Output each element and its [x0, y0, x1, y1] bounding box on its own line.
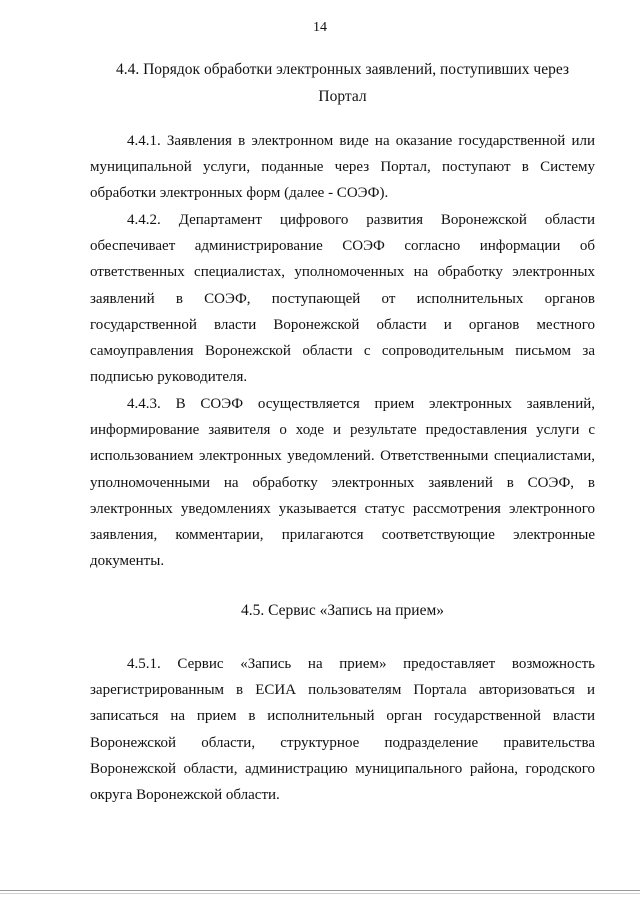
section-heading-4-4: 4.4. Порядок обработки электронных заявлений, поступивших через Портал — [115, 61, 570, 105]
paragraph-4-5-1: 4.5.1. Сервис «Запись на прием» предоставляет возможность зарегистрированным в ЕСИА пользователям Портала авторизоваться и записаться на прием в исполнительный орган государственной власти Воронежской области, структурное подразделение правительства Воронежской области, администрацию муниципального района, городского округа Воронежской области. — [90, 656, 595, 804]
paragraph-4-4-1: 4.4.1. Заявления в электронном виде на оказание государственной или муниципальной услуги, поданные через Портал, поступают в Систему обработки электронных форм (далее - СОЭФ). — [90, 133, 595, 202]
scan-edge-shadow — [0, 893, 640, 894]
section-heading-4-5: 4.5. Сервис «Запись на прием» — [240, 602, 445, 619]
paragraph-4-4-2: 4.4.2. Департамент цифрового развития Воронежской области обеспечивает администрирование СОЭФ согласно информации об ответственных специалистах, уполномоченных на обработку электронных заявлений в СОЭФ, поступающей от исполнительных органов государственной власти Воронежской области и органов местного самоуправления Воронежской области с сопроводительным письмом за подписью руководителя. — [90, 212, 595, 386]
paragraph-4-4-3: 4.4.3. В СОЭФ осуществляется прием электронных заявлений, информирование заявителя о ходе и результате предоставления услуги с использованием электронных уведомлений. Ответственными специалистами, уполномоченными на обработку электронных заявлений в СОЭФ, в электронных уведомлениях указывается статус рассмотрения электронного заявления, комментарии, прилагаются соответствующие электронные документы. — [90, 396, 595, 570]
page-number: 14 — [313, 20, 327, 35]
scan-edge-line — [0, 890, 640, 891]
